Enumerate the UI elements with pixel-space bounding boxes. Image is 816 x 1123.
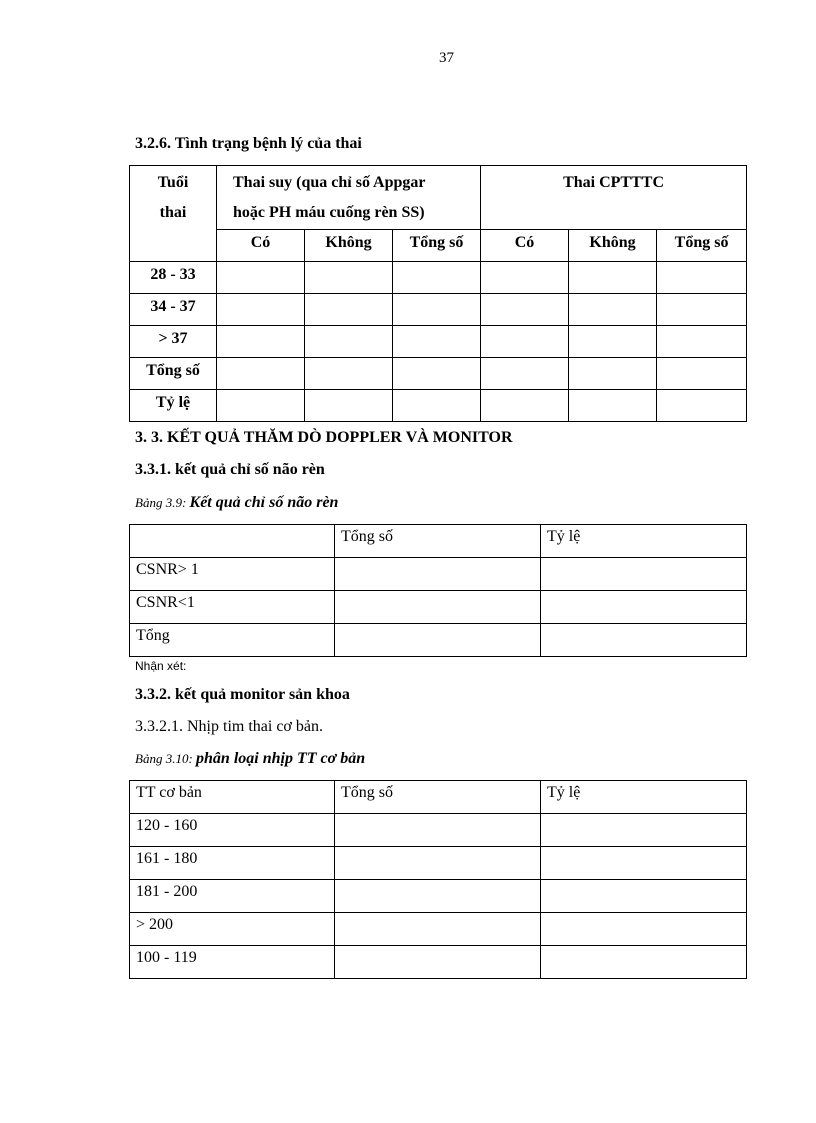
row-label: > 200 — [130, 913, 335, 946]
row-label: Tổng số — [130, 358, 217, 390]
subheader-cell: Có — [481, 230, 569, 262]
row-label: CSNR> 1 — [130, 558, 335, 591]
table-cell — [569, 390, 657, 422]
table-cell — [393, 326, 481, 358]
table-cell — [217, 294, 305, 326]
row-label: 181 - 200 — [130, 880, 335, 913]
table-cell — [305, 262, 393, 294]
table-cell — [657, 294, 747, 326]
table-cell — [569, 262, 657, 294]
subheader-cell: Có — [217, 230, 305, 262]
table-row — [130, 262, 747, 294]
subheader-cell: Không — [305, 230, 393, 262]
table-cell — [541, 847, 747, 880]
table-cell — [481, 262, 569, 294]
row-label: Tỷ lệ — [130, 390, 217, 422]
table-cell — [335, 880, 541, 913]
caption-title: phân loại nhịp TT cơ bản — [196, 750, 366, 767]
subsection-3-3-2-1: 3.3.2.1. Nhịp tim thai cơ bản. — [135, 718, 323, 735]
caption-prefix: Bảng 3.9: — [135, 495, 190, 510]
table-cell — [541, 913, 747, 946]
table-cell — [305, 358, 393, 390]
cerebral-index-table — [129, 524, 747, 657]
table-cell — [393, 262, 481, 294]
table-row — [130, 946, 747, 979]
table-cell — [657, 326, 747, 358]
table-cell — [305, 326, 393, 358]
table-cell — [541, 880, 747, 913]
table-row — [130, 913, 747, 946]
subheader-cell: Tổng số — [393, 230, 481, 262]
header-cell: Tổng số — [335, 525, 541, 558]
header-cell — [130, 525, 335, 558]
section-heading-3-3-2: 3.3.2. kết quả monitor sản khoa — [135, 686, 350, 703]
table-cell — [569, 358, 657, 390]
table-cell — [541, 946, 747, 979]
header-cell: Tỷ lệ — [541, 525, 747, 558]
row-label: 34 - 37 — [130, 294, 217, 326]
caption-title: Kết quả chỉ số não rèn — [189, 494, 339, 511]
row-label: 100 - 119 — [130, 946, 335, 979]
table-caption-3-9 — [135, 494, 338, 512]
row-label: 28 - 33 — [130, 262, 217, 294]
fetal-distress-header-line1: Thai suy (qua chỉ số Appgar — [233, 174, 426, 191]
table-row — [130, 624, 747, 657]
table-cell — [217, 358, 305, 390]
table-header-row — [130, 781, 747, 814]
row-label: 120 - 160 — [130, 814, 335, 847]
table-cell — [335, 591, 541, 624]
table-cell — [393, 358, 481, 390]
subheader-cell: Không — [569, 230, 657, 262]
table-cell — [335, 814, 541, 847]
table-cell — [541, 591, 747, 624]
table-cell — [335, 624, 541, 657]
growth-restriction-header: Thai CPTTTC — [481, 166, 747, 230]
age-header-line2: thai — [159, 204, 187, 221]
fetal-distress-header-line2: hoặc PH máu cuống rèn SS) — [233, 204, 425, 221]
table-cell — [335, 558, 541, 591]
table-cell — [335, 946, 541, 979]
row-label: 161 - 180 — [130, 847, 335, 880]
table-row — [130, 294, 747, 326]
table-cell — [393, 294, 481, 326]
table-row — [130, 390, 747, 422]
table-header-row — [130, 166, 747, 230]
section-heading-3-3-1: 3.3.1. kết quả chỉ số não rèn — [135, 461, 325, 478]
table-row — [130, 558, 747, 591]
table-cell — [335, 913, 541, 946]
table-cell — [217, 390, 305, 422]
row-label: Tổng — [130, 624, 335, 657]
caption-prefix: Bảng 3.10: — [135, 751, 197, 766]
table-cell — [541, 624, 747, 657]
table-row — [130, 326, 747, 358]
table-cell — [481, 294, 569, 326]
table-cell — [569, 294, 657, 326]
page-number: 37 — [439, 50, 454, 66]
table-row — [130, 591, 747, 624]
table-header-row — [130, 525, 747, 558]
age-header-cell — [130, 166, 217, 262]
table-cell — [481, 358, 569, 390]
header-cell: Tổng số — [335, 781, 541, 814]
table-cell — [481, 326, 569, 358]
table-cell — [305, 294, 393, 326]
table-cell — [481, 390, 569, 422]
baseline-heart-rate-table — [129, 780, 747, 979]
table-row — [130, 358, 747, 390]
table-row — [130, 814, 747, 847]
header-cell: TT cơ bản — [130, 781, 335, 814]
table-cell — [217, 326, 305, 358]
table-cell — [335, 847, 541, 880]
table-cell — [217, 262, 305, 294]
table-row — [130, 880, 747, 913]
section-heading-3-3: 3. 3. KẾT QUẢ THĂM DÒ DOPPLER VÀ MONITOR — [135, 429, 513, 446]
age-header-line1: Tuổi — [157, 174, 189, 191]
table-caption-3-10 — [135, 750, 365, 768]
fetal-pathology-table — [129, 165, 747, 422]
table-cell — [541, 558, 747, 591]
section-heading-3-2-6: 3.2.6. Tình trạng bệnh lý của thai — [135, 135, 362, 152]
table-cell — [569, 326, 657, 358]
table-row — [130, 847, 747, 880]
table-cell — [657, 262, 747, 294]
subheader-cell: Tổng số — [657, 230, 747, 262]
table-cell — [657, 358, 747, 390]
remark-label: Nhận xét: — [135, 659, 187, 673]
table-cell — [393, 390, 481, 422]
fetal-distress-header — [217, 166, 481, 230]
table-subheader-row — [130, 230, 747, 262]
row-label: > 37 — [130, 326, 217, 358]
table-cell — [541, 814, 747, 847]
header-cell: Tỷ lệ — [541, 781, 747, 814]
row-label: CSNR<1 — [130, 591, 335, 624]
table-cell — [657, 390, 747, 422]
table-cell — [305, 390, 393, 422]
